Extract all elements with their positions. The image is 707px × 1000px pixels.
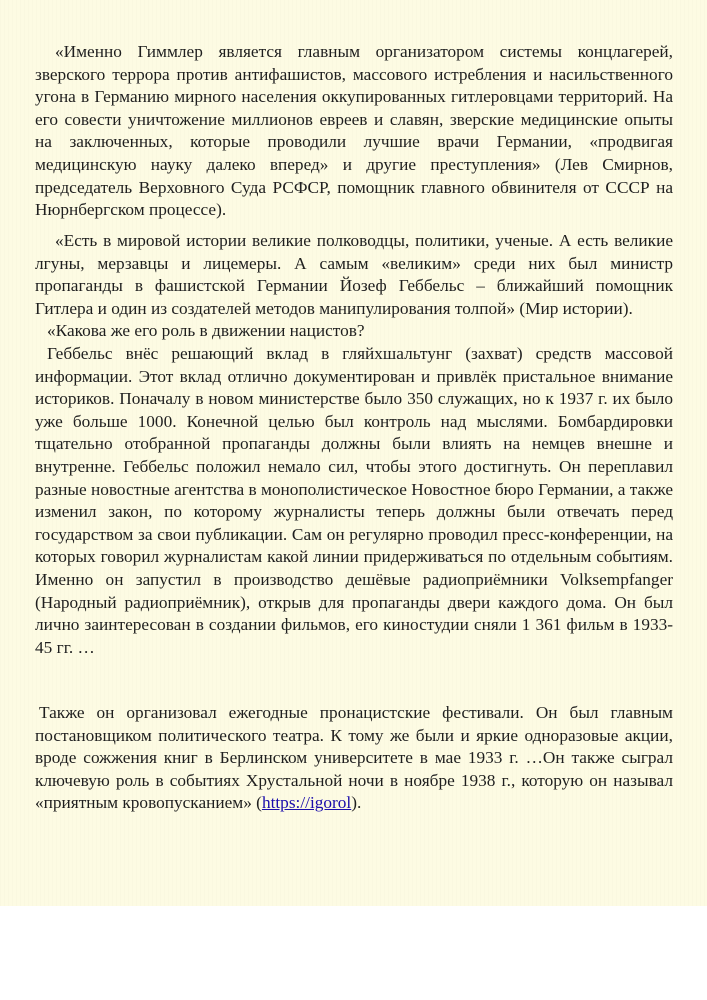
festivals-text: Также он организовал ежегодные пронацистские фестивали. Он был главным постановщиком политического театра. К тому же были и яркие одноразовые акции, вроде сожжения книг в Берлинском университете в мае 1933 г. …Он также сыграл ключевую роль в событиях Хрустальной ночи в ноябре 1938 г., которую он называл «приятным кровопусканием» ( bbox=[35, 703, 673, 813]
himmler-quote-paragraph: «Именно Гиммлер является главным организатором системы концлагерей, зверского террора против антифашистов, массового истребления и насильственного угона в Германию мирного населения оккупированных гитлеровцами территорий. На его совести уничтожение миллионов евреев и славян, зверские медицинские опыты на заключенных, которые проводили лучшие врачи Германии, «продвигая медицинскую науку далеко вперед» и другие преступления» (Лев Смирнов, председатель Верховного Суда РСФСР, помощник главного обвинителя от СССР на Нюрнбергском процессе). bbox=[35, 42, 673, 220]
himmler-quote-block bbox=[35, 41, 673, 222]
festivals-paragraph bbox=[35, 702, 673, 815]
goebbels-section bbox=[35, 230, 673, 659]
goebbels-quote-paragraph: «Есть в мировой истории великие полководцы, политики, ученые. А есть великие лгуны, мерзавцы и лицемеры. А самым «великим» среди них был министр пропаганды в фашистской Германии Йозеф Геббельс – ближайший помощник Гитлера и один из создателей методов манипулирования толпой» (Мир истории). bbox=[35, 231, 673, 318]
festivals-end: ). bbox=[351, 793, 362, 813]
festivals-section bbox=[35, 702, 673, 815]
blank-page-area bbox=[0, 906, 707, 1000]
role-body-paragraph: Геббельс внёс решающий вклад в гляйхшальтунг (захват) средств массовой информации. Этот вклад отлично документирован и привлёк пристальное внимание историков. Поначалу в новом министерстве было 350 служащих, но к 1937 г. их было уже больше 1000. Конечной целью был контроль над мыслями. Бомбардировки тщательно отобранной пропаганды должны были влиять на немцев внешне и внутренне. Геббельс положил немало сил, чтобы этого достигнуть. Он переплавил разные новостные агентства в монополистическое Новостное бюро Германии, а также изменил закон, по которому журналисты теперь должны были отвечать перед государством за свои публикации. Сам он регулярно проводил пресс-конференции, на которых говорил журналистам какой линии придерживаться по отдельным событиям. Именно он запустил в производство дешёвые радиоприёмники Volksempfanger (Народный радиоприёмник), открыв для пропаганды двери каждого дома. Он был лично заинтересован в создании фильмов, его киностудии сняли 1 361 фильм в 1933-45 гг. … bbox=[35, 343, 673, 657]
role-question-paragraph: «Какова же его роль в движении нацистов? bbox=[47, 321, 365, 341]
source-link[interactable]: https://igorol bbox=[261, 793, 352, 813]
